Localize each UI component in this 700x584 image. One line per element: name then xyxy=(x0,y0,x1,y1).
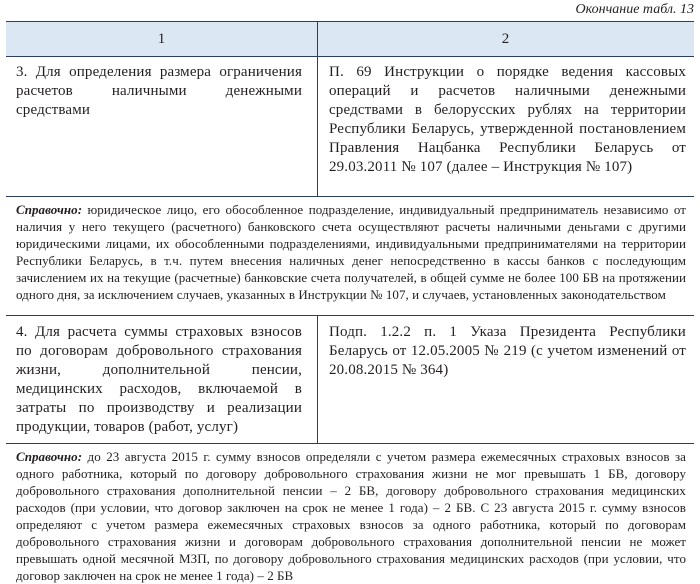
note-label: Справочно: xyxy=(16,449,83,464)
row-4-divider xyxy=(317,316,318,443)
table-caption: Окончание табл. 13 xyxy=(575,2,694,17)
table-header-row xyxy=(6,22,694,57)
header-divider xyxy=(317,22,318,56)
row-4-left-cell: 4. Для расчета суммы страховых взносов по договорам добровольного страхования жизни, дополнительной пенсии, медицинских расходов, включаемой в затраты по производству и реализации продукции, товаров (работ, услуг) xyxy=(16,324,302,435)
row-3-bottom-rule xyxy=(6,196,694,197)
row-4-right-cell: Подп. 1.2.2 п. 1 Указа Президента Республики Беларусь от 12.05.2005 № 219 (с учетом изменений от 20.08.2015 № 364) xyxy=(329,324,686,378)
row-3-divider xyxy=(317,57,318,196)
row-4-bottom-rule xyxy=(6,443,694,444)
row-3-note-bottom-rule xyxy=(6,315,694,316)
note-text: до 23 августа 2015 г. сумму взносов определяли с учетом размера ежемесячных страховых взносов за одного работника, который по договору добровольного страхования жизни не мог превышать 1 БВ, договору добровольного страхования дополнительной пенсии – 2 БВ, договору добровольного страхования медицинских расходов (при условии, что договор заключен на срок не менее 1 года) – 2 БВ. С 23 августа 2015 г. сумму взносов определяют с учетом размера ежемесячных страховых взносов за одного работника, который по договорам добровольного страхования жизни и договорам добровольного страхования дополнительной пенсии не может превышать одной месячной МЗП, по договору добровольного страхования медицинских расходов (при условии, что договор заключен на срок не менее 1 года) – 2 БВ xyxy=(16,449,686,583)
header-col-1: 1 xyxy=(157,31,166,47)
note-label: Справочно: xyxy=(16,202,83,217)
note-text: юридическое лицо, его обособленное подразделение, индивидуальный предприниматель независимо от наличия у него текущего (расчетного) банковского счета осуществляют расчеты наличными деньгами с другими юридическими лицами, их обособленными подразделениями, индивидуальными предпринимателями на территории Республики Беларусь, в т.ч. путем внесения наличных денег непосредственно в кассы банков с последующим зачислением их на текущие (расчетные) банковские счета получателей, в общей сумме не более 100 БВ на протяжении одного дня, за исключением случаев, указанных в Инструкции № 107, и случаев, установленных законодательством xyxy=(16,202,686,302)
row-3-right-cell: П. 69 Инструкции о порядке ведения кассовых операций и расчетов наличными денежными средствами в белорусских рублях на территории Республики Беларусь, утвержденной постановлением Правления Нацбанка Республики Беларусь от 29.03.2011 № 107 (далее – Инструкция № 107) xyxy=(329,64,686,175)
row-3-note xyxy=(16,201,686,303)
header-col-2: 2 xyxy=(501,31,510,47)
row-3-left-cell: 3. Для определения размера ограничения расчетов наличными денежными средствами xyxy=(16,64,302,118)
regulation-table xyxy=(6,21,694,581)
row-4-note xyxy=(16,448,686,584)
